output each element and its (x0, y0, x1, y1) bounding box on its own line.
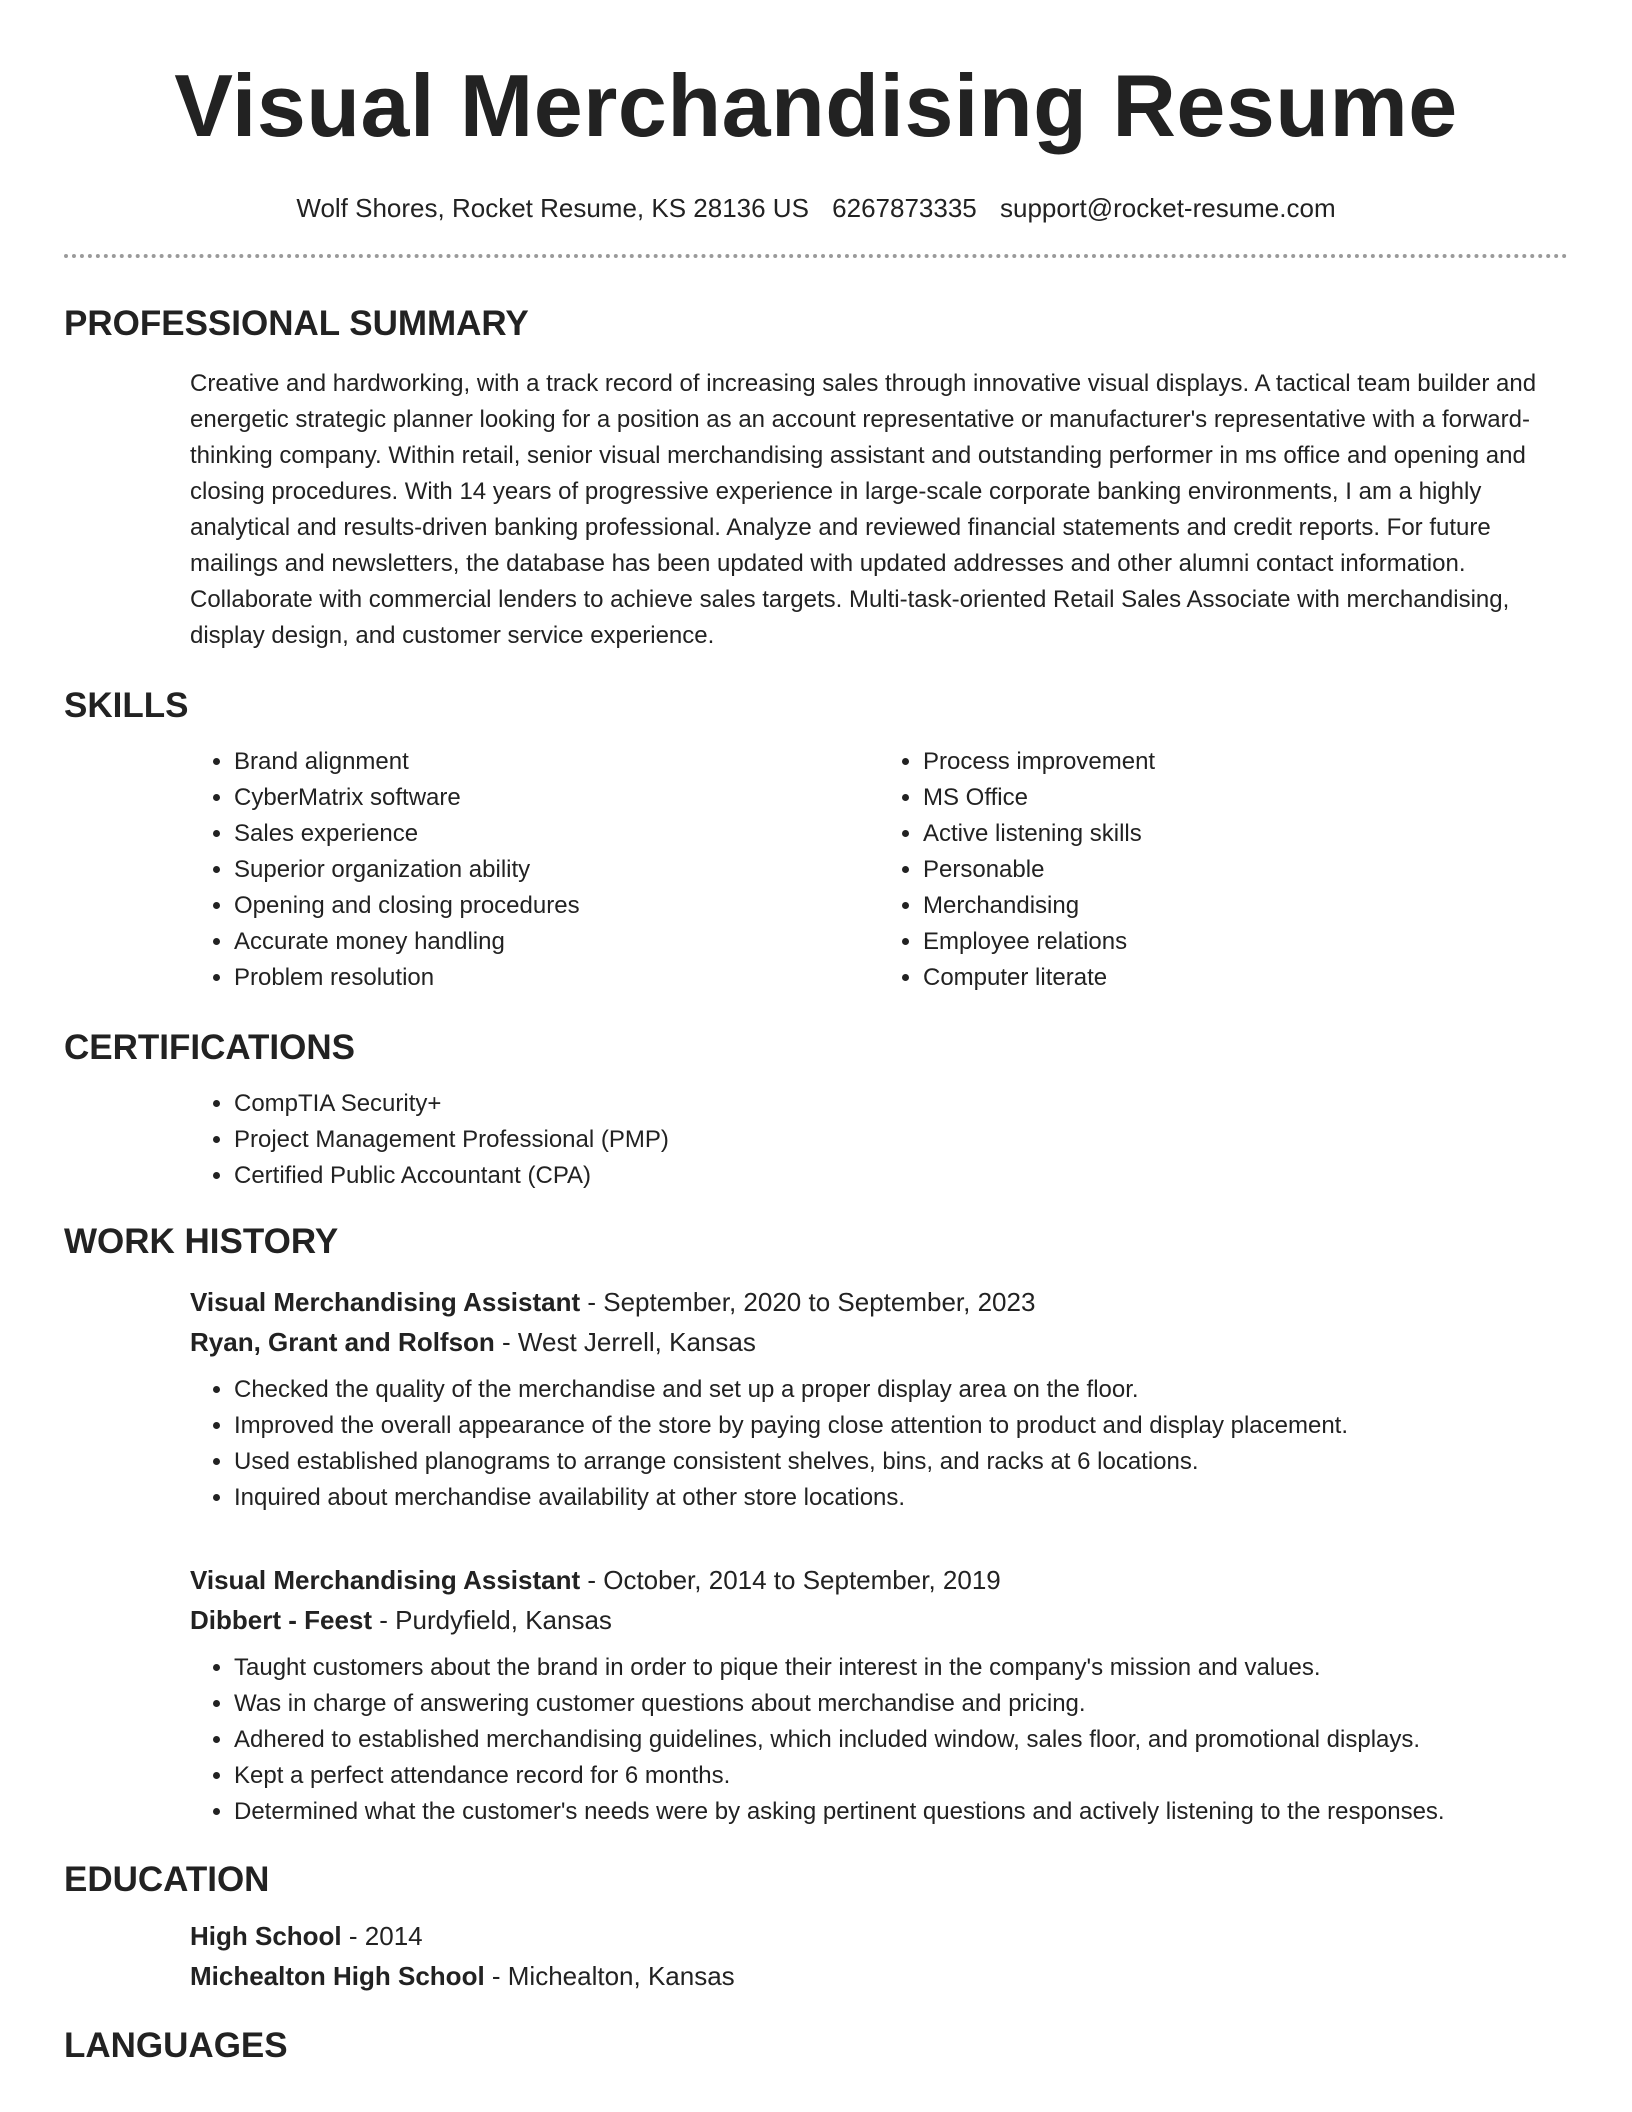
job-role: Visual Merchandising Assistant (190, 1287, 581, 1317)
education-entry (64, 1916, 1568, 1996)
job-location: - West Jerrell, Kansas (494, 1327, 756, 1357)
job-entry (64, 1560, 1568, 1830)
summary-section (64, 302, 1568, 654)
resume-title: Visual Merchandising Resume (174, 56, 1458, 155)
job-dates: - October, 2014 to September, 2019 (580, 1565, 1001, 1595)
job-role: Visual Merchandising Assistant (190, 1565, 581, 1595)
skill-item: • Active listening skills (923, 816, 1568, 852)
contact-phone: 6267873335 (832, 193, 977, 223)
certifications-body (64, 1086, 1568, 1194)
job-dates: - September, 2020 to September, 2023 (580, 1287, 1036, 1317)
education-degree: High School (190, 1921, 342, 1951)
skills-list-right (879, 744, 1568, 996)
skill-item: • Accurate money handling (234, 924, 879, 960)
skill-item: • Opening and closing procedures (234, 888, 879, 924)
job-bullet: • Used established planograms to arrange consistent shelves, bins, and racks at 6 locations. (234, 1444, 1568, 1480)
work-heading: WORK HISTORY (64, 1222, 339, 1261)
skill-item: • Personable (923, 852, 1568, 888)
job-bullet: • Improved the overall appearance of the store by paying close attention to product and display placement. (234, 1408, 1568, 1444)
certification-item: • Project Management Professional (PMP) (234, 1122, 1568, 1158)
skill-item: • Employee relations (923, 924, 1568, 960)
education-school: Michealton High School (190, 1961, 485, 1991)
certifications-heading: CERTIFICATIONS (64, 1028, 356, 1067)
skills-list-left (190, 744, 879, 996)
skill-item: • Problem resolution (234, 960, 879, 996)
skill-item: • CyberMatrix software (234, 780, 879, 816)
job-bullet: • Determined what the customer's needs were by asking pertinent questions and actively listening to the responses. (234, 1794, 1568, 1830)
header-divider (64, 254, 1568, 258)
education-year: - 2014 (341, 1921, 423, 1951)
skill-item: • Sales experience (234, 816, 879, 852)
summary-heading: PROFESSIONAL SUMMARY (64, 304, 529, 343)
certifications-section (64, 1026, 1568, 1194)
job-location: - Purdyfield, Kansas (372, 1605, 612, 1635)
contact-info (64, 192, 1568, 224)
summary-text: Creative and hardworking, with a track record of increasing sales through innovative visual displays. A tactical team builder and energetic strategic planner looking for a position as an account representative or manufacturer's representative with a forward-thinking company. Within retail, senior visual merchandising assistant and outstanding performer in ms office and opening and closing procedures. With 14 years of progressive experience in large-scale corporate banking environments, I am a highly analytical and results-driven banking professional. Analyze and reviewed financial statements and credit reports. For future mailings and newsletters, the database has been updated with updated addresses and other alumni contact information. Collaborate with commercial lenders to achieve sales targets. Multi-task-oriented Retail Sales Associate with merchandising, display design, and customer service experience. (190, 370, 1537, 649)
skills-heading: SKILLS (64, 686, 189, 725)
job-bullet: • Inquired about merchandise availability at other store locations. (234, 1480, 1568, 1516)
skill-item: • MS Office (923, 780, 1568, 816)
skill-item: • Brand alignment (234, 744, 879, 780)
contact-address: Wolf Shores, Rocket Resume, KS 28136 US (296, 193, 809, 223)
contact-email: support@rocket-resume.com (1000, 193, 1336, 223)
job-bullet: • Was in charge of answering customer questions about merchandise and pricing. (234, 1686, 1568, 1722)
skill-item: • Superior organization ability (234, 852, 879, 888)
certification-item: • CompTIA Security+ (234, 1086, 1568, 1122)
job-bullet: • Kept a perfect attendance record for 6 months. (234, 1758, 1568, 1794)
certifications-list (190, 1086, 1568, 1194)
job-bullets (190, 1650, 1568, 1830)
education-school-line (190, 1956, 1568, 1996)
job-role-line (190, 1282, 1568, 1322)
job-role-line (190, 1560, 1568, 1600)
languages-section (64, 2024, 1568, 2068)
skill-item: • Computer literate (923, 960, 1568, 996)
education-section (64, 1858, 1568, 1996)
job-company: Ryan, Grant and Rolfson (190, 1327, 495, 1357)
education-location: - Michealton, Kansas (484, 1961, 735, 1991)
job-company-line (190, 1600, 1568, 1640)
job-company: Dibbert - Feest (190, 1605, 373, 1635)
certification-item: • Certified Public Accountant (CPA) (234, 1158, 1568, 1194)
education-degree-line (190, 1916, 1568, 1956)
job-bullet: • Adhered to established merchandising guidelines, which included window, sales floor, and promotional displays. (234, 1722, 1568, 1758)
languages-heading: LANGUAGES (64, 2026, 288, 2065)
job-entry (64, 1282, 1568, 1516)
skill-item: • Process improvement (923, 744, 1568, 780)
skills-columns (64, 744, 1568, 996)
job-bullet: • Taught customers about the brand in order to pique their interest in the company's mission and values. (234, 1650, 1568, 1686)
job-bullet: • Checked the quality of the merchandise and set up a proper display area on the floor. (234, 1372, 1568, 1408)
job-company-line (190, 1322, 1568, 1362)
job-bullets (190, 1372, 1568, 1516)
work-section (64, 1220, 1568, 1830)
skill-item: • Merchandising (923, 888, 1568, 924)
skills-section (64, 684, 1568, 996)
education-heading: EDUCATION (64, 1860, 270, 1899)
